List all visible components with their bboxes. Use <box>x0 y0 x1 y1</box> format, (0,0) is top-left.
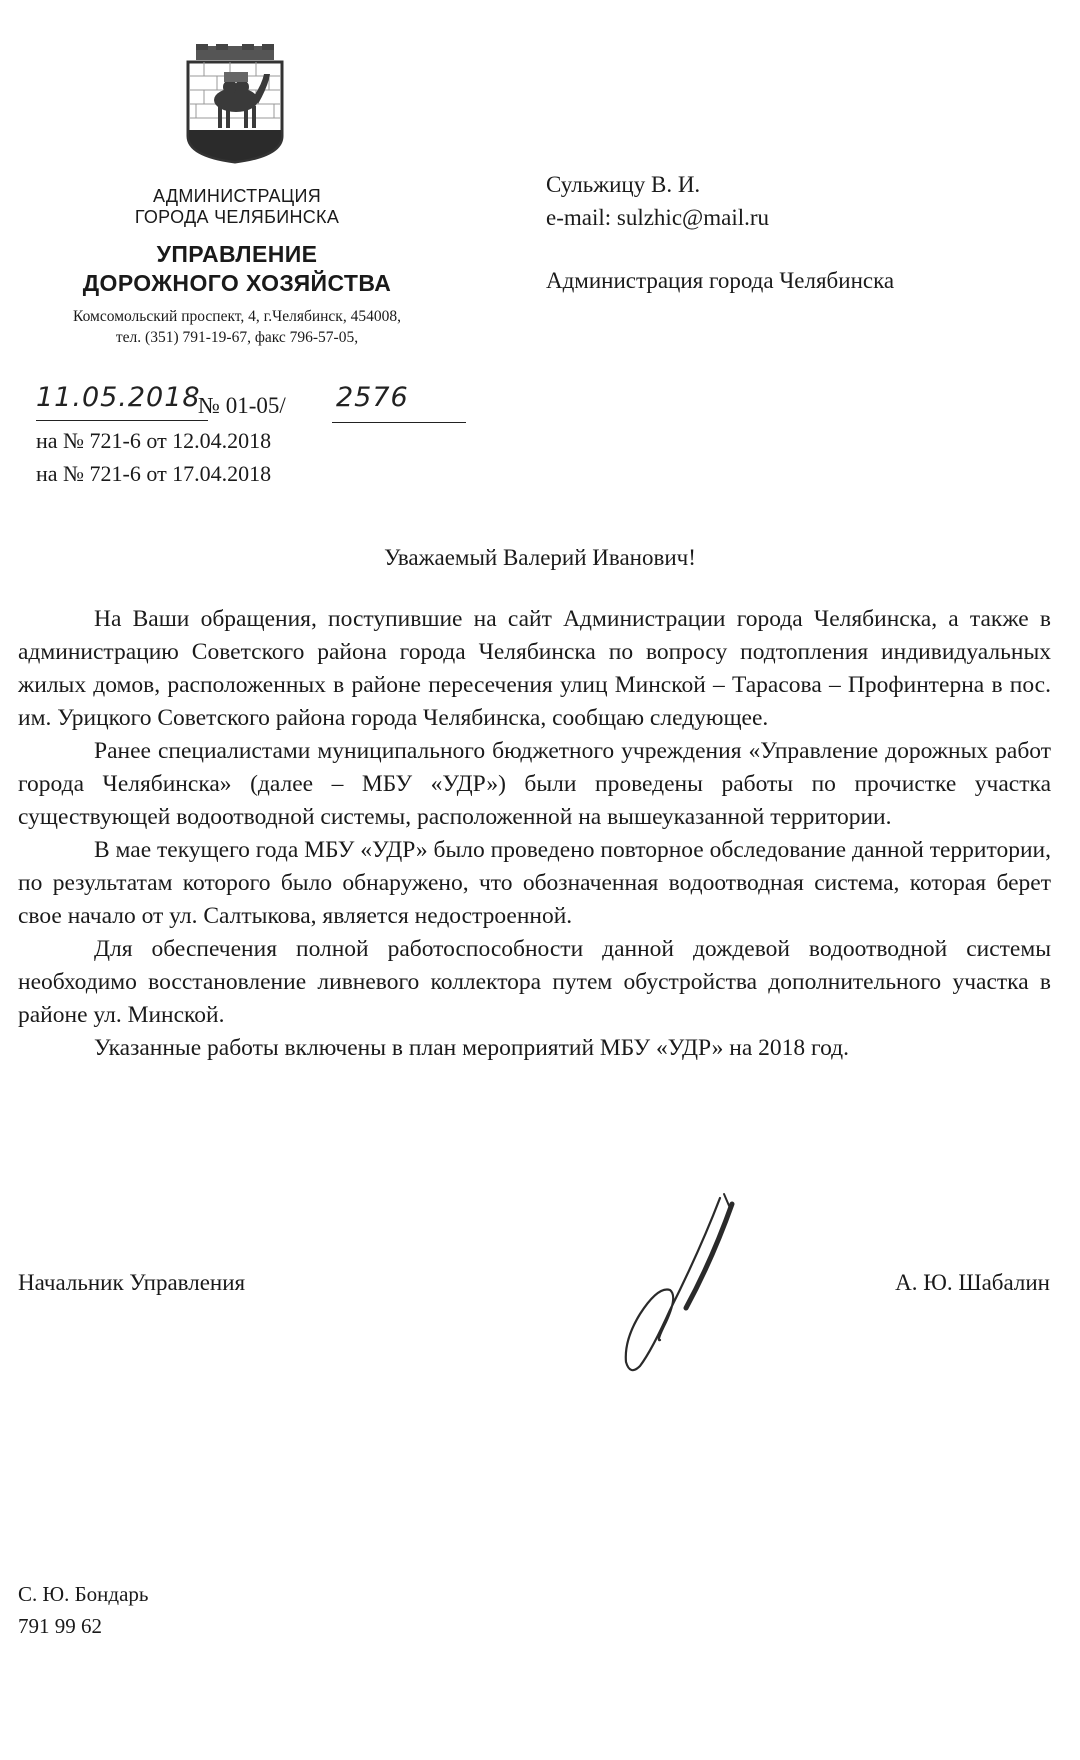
sender-dept-line1: УПРАВЛЕНИЕ <box>156 241 318 267</box>
reference-number-prefix: № 01-05/ <box>198 393 286 418</box>
recipient-block <box>546 168 894 297</box>
handwritten-signature-icon <box>600 1190 750 1380</box>
coat-of-arms-icon <box>182 44 288 164</box>
body-paragraph-3: В мае текущего года МБУ «УДР» было проведено повторное обследование данной территории, по результатам которого было обнаружено, что обозначенная водоотводная система, которая берет свое начало от ул. Салтыкова, является недостроенной. <box>18 837 1051 929</box>
body-paragraph-1: На Ваши обращения, поступившие на сайт Администрации города Челябинска, а также в администрацию Советского района города Челябинска по вопросу подтопления индивидуальных жилых домов, расположенных в районе пересечения улиц Минской – Тарасова – Профинтерна в пос. им. Урицкого Советского района города Челябинска, сообщаю следующее. <box>18 606 1051 731</box>
recipient-name: Сульжицу В. И. <box>546 172 701 197</box>
number-underline <box>332 422 466 423</box>
signatory-title: Начальник Управления <box>18 1270 246 1295</box>
sender-block <box>22 186 452 348</box>
sender-org-line1: АДМИНИСТРАЦИЯ <box>152 186 322 206</box>
sender-address-line1: Комсомольский проспект, 4, г.Челябинск, 454008, <box>73 308 401 325</box>
reference-number: 2576 <box>336 382 409 413</box>
letter-body <box>18 603 1051 1065</box>
reply-to-1: на № 721-6 от 12.04.2018 <box>36 428 272 453</box>
sender-org-line2: ГОРОДА ЧЕЛЯБИНСКА <box>134 207 340 227</box>
body-paragraph-4: Для обеспечения полной работоспособности данной дождевой водоотводной системы необходимо восстановление ливневого коллектора путем обустройства дополнительного участка в районе ул. Минской. <box>18 936 1051 1028</box>
recipient-organization: Администрация города Челябинска <box>546 268 895 293</box>
date-underline <box>36 420 208 421</box>
recipient-email: e-mail: sulzhic@mail.ru <box>546 205 770 230</box>
reply-to-2: на № 721-6 от 17.04.2018 <box>36 461 272 486</box>
executor-phone: 791 99 62 <box>18 1614 102 1638</box>
reference-block <box>36 380 476 490</box>
signatory-name: А. Ю. Шабалин <box>895 1270 1050 1295</box>
body-paragraph-2: Ранее специалистами муниципального бюджетного учреждения «Управление дорожных работ города Челябинска» (далее – МБУ «УДР») были проведены работы по прочистке участка существующей водоотводной системы, расположенной на вышеуказанной территории. <box>18 738 1051 830</box>
sender-address-line2: тел. (351) 791-19-67, факс 796-57-05, <box>115 329 359 346</box>
reference-date: 11.05.2018 <box>36 382 201 413</box>
executor-name: С. Ю. Бондарь <box>18 1582 149 1606</box>
body-paragraph-5: Указанные работы включены в план мероприятий МБУ «УДР» на 2018 год. <box>94 1035 850 1061</box>
reference-number-row <box>36 380 476 424</box>
executor-block <box>18 1578 148 1642</box>
salutation: Уважаемый Валерий Иванович! <box>384 545 696 570</box>
sender-dept-line2: ДОРОЖНОГО ХОЗЯЙСТВА <box>82 270 392 296</box>
